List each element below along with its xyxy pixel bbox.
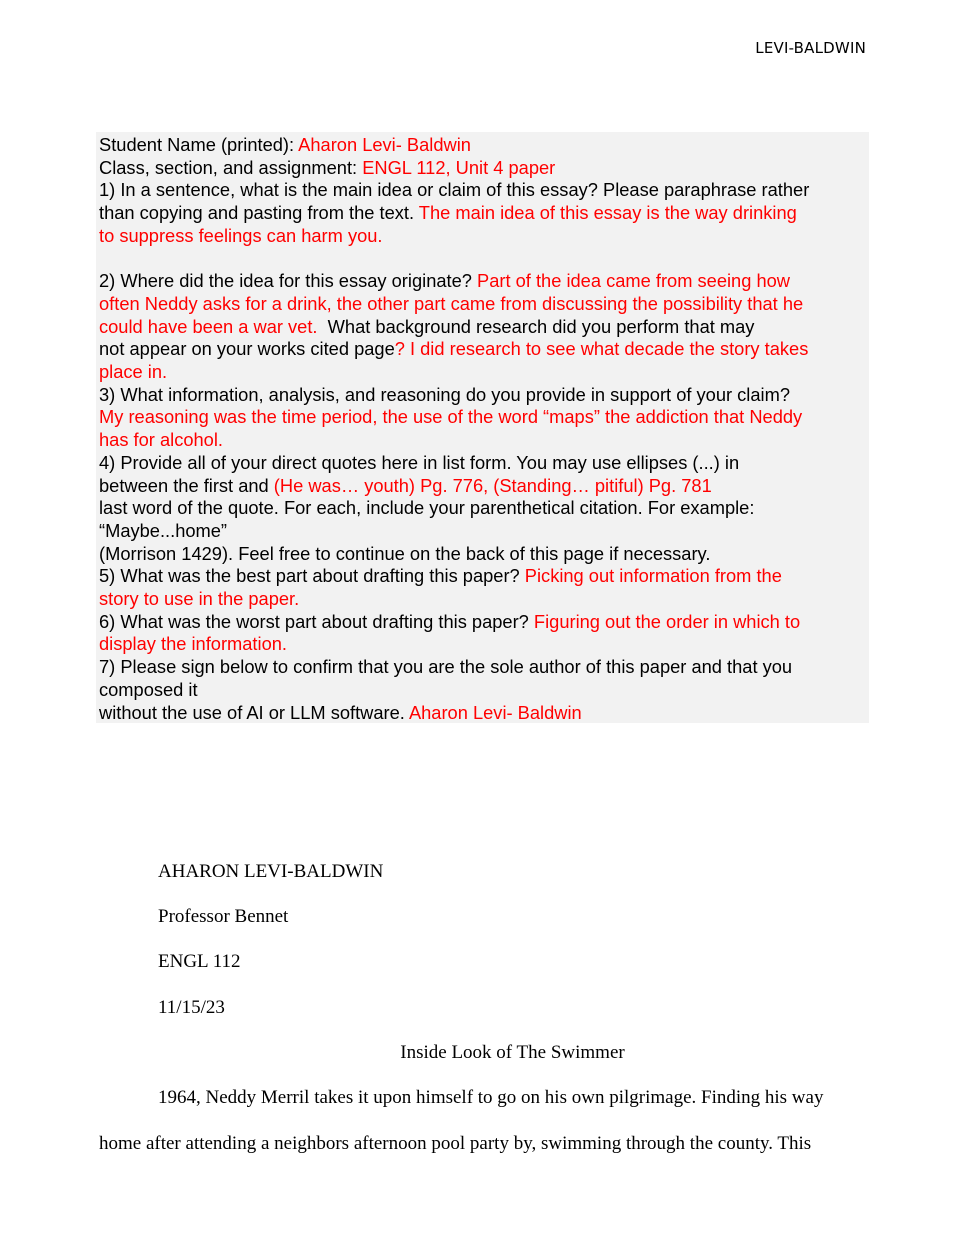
- q7-prompt: 7) Please sign below to confirm that you are the sole author of this paper and that you: [99, 656, 793, 678]
- q2-prompt: 2) Where did the idea for this essay originate?: [99, 270, 478, 292]
- running-head: LEVI-BALDWIN: [755, 39, 866, 57]
- class-row: [99, 157, 869, 180]
- q2-row-3: [99, 316, 869, 339]
- q2-follow-answer-cont: place in.: [99, 361, 168, 383]
- q3-answer: My reasoning was the time period, the use of the word “maps” the addiction that Neddy: [99, 406, 803, 428]
- q6-prompt: 6) What was the worst part about drafting this paper?: [99, 610, 534, 632]
- q5-row: [99, 565, 869, 588]
- q2-follow-prompt: What background research did you perform that may: [317, 315, 755, 337]
- q1-answer-cont: to suppress feelings can harm you.: [99, 224, 383, 246]
- class-value: ENGL 112, Unit 4 paper: [362, 156, 556, 178]
- q4-prompt-cont: between the first and: [99, 474, 274, 496]
- q1-row: [99, 202, 869, 225]
- q2-row-4: [99, 338, 869, 361]
- q7-signature: Aharon Levi- Baldwin: [408, 701, 582, 723]
- q7-prompt-line2: composed it: [99, 678, 198, 700]
- q2-follow-prompt-cont: not appear on your works cited page: [99, 338, 395, 360]
- q5-answer: Picking out information from the: [524, 565, 782, 587]
- q2-follow-answer: ? I did research to see what decade the story takes: [394, 338, 809, 360]
- essay-course: ENGL 112: [158, 951, 241, 972]
- q4-answer: (He was… youth) Pg. 776, (Standing… pitiful) Pg. 781: [273, 474, 712, 496]
- q4-prompt-line3: last word of the quote. For each, include your parenthetical citation. For example:: [99, 497, 755, 519]
- essay-author: AHARON LEVI-BALDWIN: [158, 861, 384, 882]
- q3-prompt: 3) What information, analysis, and reasoning do you provide in support of your claim?: [99, 383, 790, 405]
- q5-prompt: 5) What was the best part about drafting this paper?: [99, 565, 525, 587]
- q7-row: [99, 702, 869, 725]
- essay-professor: Professor Bennet: [158, 906, 289, 927]
- q2-row: [99, 270, 869, 293]
- q6-answer: Figuring out the order in which to: [533, 610, 801, 632]
- essay-title: Inside Look of The Swimmer: [400, 1042, 625, 1063]
- q4-row: [99, 475, 869, 498]
- q4-prompt: 4) Provide all of your direct quotes here in list form. You may use ellipses (...) in: [99, 451, 740, 473]
- q1-line: 1) In a sentence, what is the main idea or claim of this essay? Please paraphrase rather: [99, 179, 810, 201]
- essay-body-line: 1964, Neddy Merril takes it upon himself to go on his own pilgrimage. Finding his way: [158, 1087, 824, 1108]
- class-label: Class, section, and assignment:: [99, 156, 363, 178]
- cover-form: [96, 132, 869, 723]
- q2-answer-end: could have been a war vet.: [99, 315, 318, 337]
- q3-answer-cont: has for alcohol.: [99, 429, 223, 451]
- q4-prompt-line5: (Morrison 1429). Feel free to continue on the back of this page if necessary.: [99, 542, 711, 564]
- q6-row: [99, 611, 869, 634]
- student-name-row: [99, 134, 869, 157]
- student-name-label: Student Name (printed):: [99, 134, 299, 155]
- essay-body-line: home after attending a neighbors afternoon pool party by, swimming through the county. This: [99, 1133, 812, 1154]
- student-name-value: Aharon Levi- Baldwin: [298, 134, 471, 155]
- q2-answer: Part of the idea came from seeing how: [477, 270, 790, 292]
- q7-prompt-line3: without the use of AI or LLM software.: [99, 701, 409, 723]
- q5-answer-cont: story to use in the paper.: [99, 588, 300, 610]
- q2-answer-cont: often Neddy asks for a drink, the other part came from discussing the possibility that he: [99, 292, 804, 314]
- spacer: [99, 248, 869, 271]
- q6-answer-cont: display the information.: [99, 633, 287, 655]
- q4-prompt-line4: “Maybe...home”: [99, 519, 228, 541]
- q1-prompt: than copying and pasting from the text.: [99, 202, 419, 224]
- essay-date: 11/15/23: [158, 997, 225, 1018]
- q1-answer: The main idea of this essay is the way drinking: [418, 202, 797, 224]
